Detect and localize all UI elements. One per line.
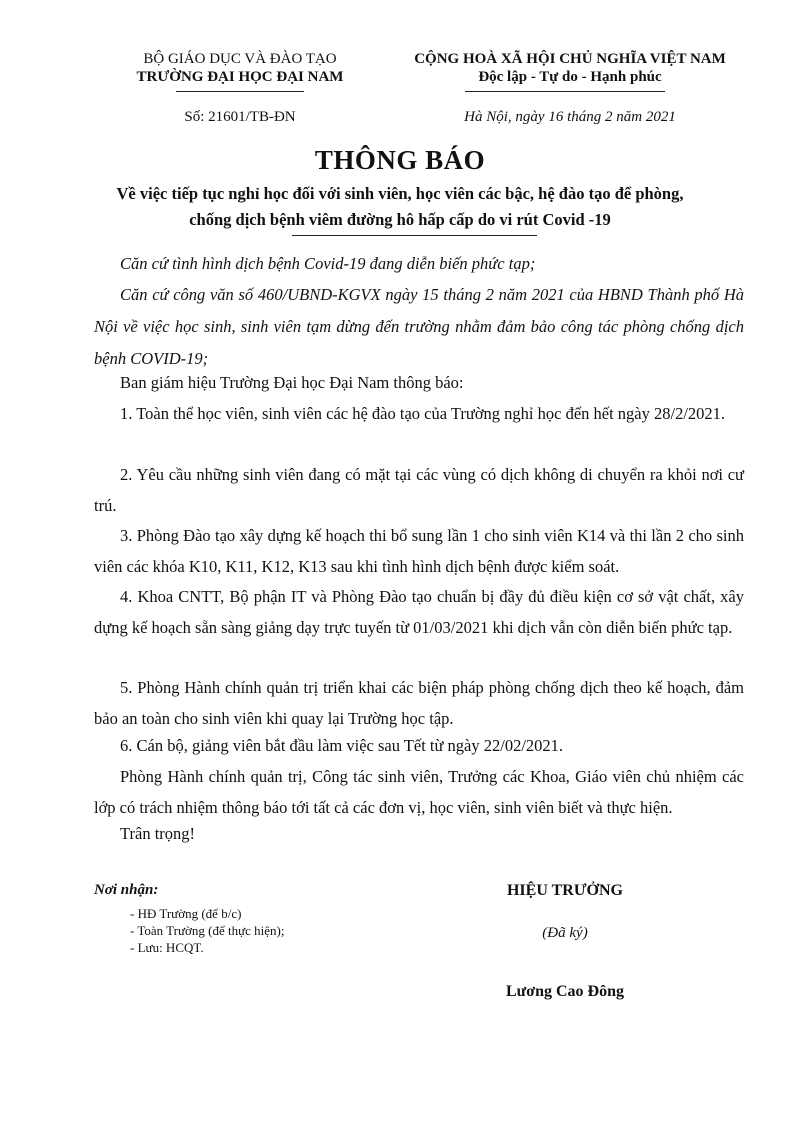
signed-note: (Đã ký): [542, 925, 588, 941]
document-subtitle: [60, 181, 740, 233]
list-item-4: 4. Khoa CNTT, Bộ phận IT và Phòng Đào tạo chuẩn bị đầy đủ điều kiện cơ sở vật chất, xây dựng kế hoạch sẵn sàng giảng dạy trực tuyến từ 01/03/2021 khi dịch vẫn còn diễn biến phức tạp.: [94, 587, 744, 637]
list-item-2: 2. Yêu cầu những sinh viên đang có mặt tại các vùng có dịch không di chuyển ra khỏi nơi cư trú.: [94, 465, 744, 515]
closing-text: Phòng Hành chính quản trị, Công tác sinh viên, Trưởng các Khoa, Giáo viên chủ nhiệm các lớp có trách nhiệm thông báo tới tất cả các đơn vị, học viên, sinh viên biết và thực hiện.: [94, 767, 744, 817]
document-title: THÔNG BÁO: [314, 145, 486, 175]
intro-text: Ban giám hiệu Trường Đại học Đại Nam thông báo:: [120, 373, 464, 392]
school-name: TRƯỜNG ĐẠI HỌC ĐẠI NAM: [136, 69, 344, 85]
country-name: CỘNG HOÀ XÃ HỘI CHỦ NGHĨA VIỆT NAM: [414, 51, 726, 67]
list-item-3: 3. Phòng Đào tạo xây dựng kế hoạch thi bổ sung lần 1 cho sinh viên K14 và thi lần 2 cho sinh viên các khóa K10, K11, K12, K13 sau khi tình hình dịch bệnh được kiểm soát.: [94, 526, 744, 576]
subtitle-line-2: chống dịch bệnh viêm đường hô hấp cấp do vi rút Covid -19: [189, 210, 611, 229]
ministry-name: BỘ GIÁO DỤC VÀ ĐÀO TẠO: [143, 51, 337, 67]
regards-text: Trân trọng!: [120, 824, 196, 843]
recipient-item: - HĐ Trường (để b/c): [130, 906, 242, 921]
recipients-title: Nơi nhận:: [94, 882, 159, 898]
list-item-1: 1. Toàn thể học viên, sinh viên các hệ đào tạo của Trường nghỉ học đến hết ngày 28/2/2021.: [120, 404, 726, 423]
recipient-item: - Toàn Trường (để thực hiện);: [130, 923, 285, 938]
basis-1: Căn cứ tình hình dịch bệnh Covid-19 đang diễn biến phức tạp;: [120, 254, 536, 273]
signer-name: Lương Cao Đông: [505, 983, 625, 1000]
motto-underline: [465, 91, 665, 92]
place-date: Hà Nội, ngày 16 tháng 2 năm 2021: [464, 109, 676, 125]
list-item-6: 6. Cán bộ, giảng viên bắt đầu làm việc sau Tết từ ngày 22/02/2021.: [120, 736, 564, 755]
subtitle-line-1: Về việc tiếp tục nghỉ học đối với sinh viên, học viên các bậc, hệ đào tạo để phòng,: [116, 184, 684, 203]
recipient-item: - Lưu: HCQT.: [130, 940, 204, 955]
school-underline: [176, 91, 304, 92]
basis-2: Căn cứ công văn số 460/UBND-KGVX ngày 15 tháng 2 năm 2021 của HBND Thành phố Hà Nội về việc học sinh, sinh viên tạm dừng đến trường nhằm đảm bảo công tác phòng chống dịch bệnh COVID-19;: [94, 285, 744, 368]
national-motto: Độc lập - Tự do - Hạnh phúc: [478, 69, 662, 85]
subtitle-underline: [292, 235, 537, 236]
signer-title: HIỆU TRƯỞNG: [506, 882, 623, 899]
list-item-5: 5. Phòng Hành chính quản trị triển khai các biện pháp phòng chống dịch theo kế hoạch, đảm bảo an toàn cho sinh viên khi quay lại Trường học tập.: [94, 678, 744, 728]
document-number: Số: 21601/TB-ĐN: [184, 109, 296, 125]
